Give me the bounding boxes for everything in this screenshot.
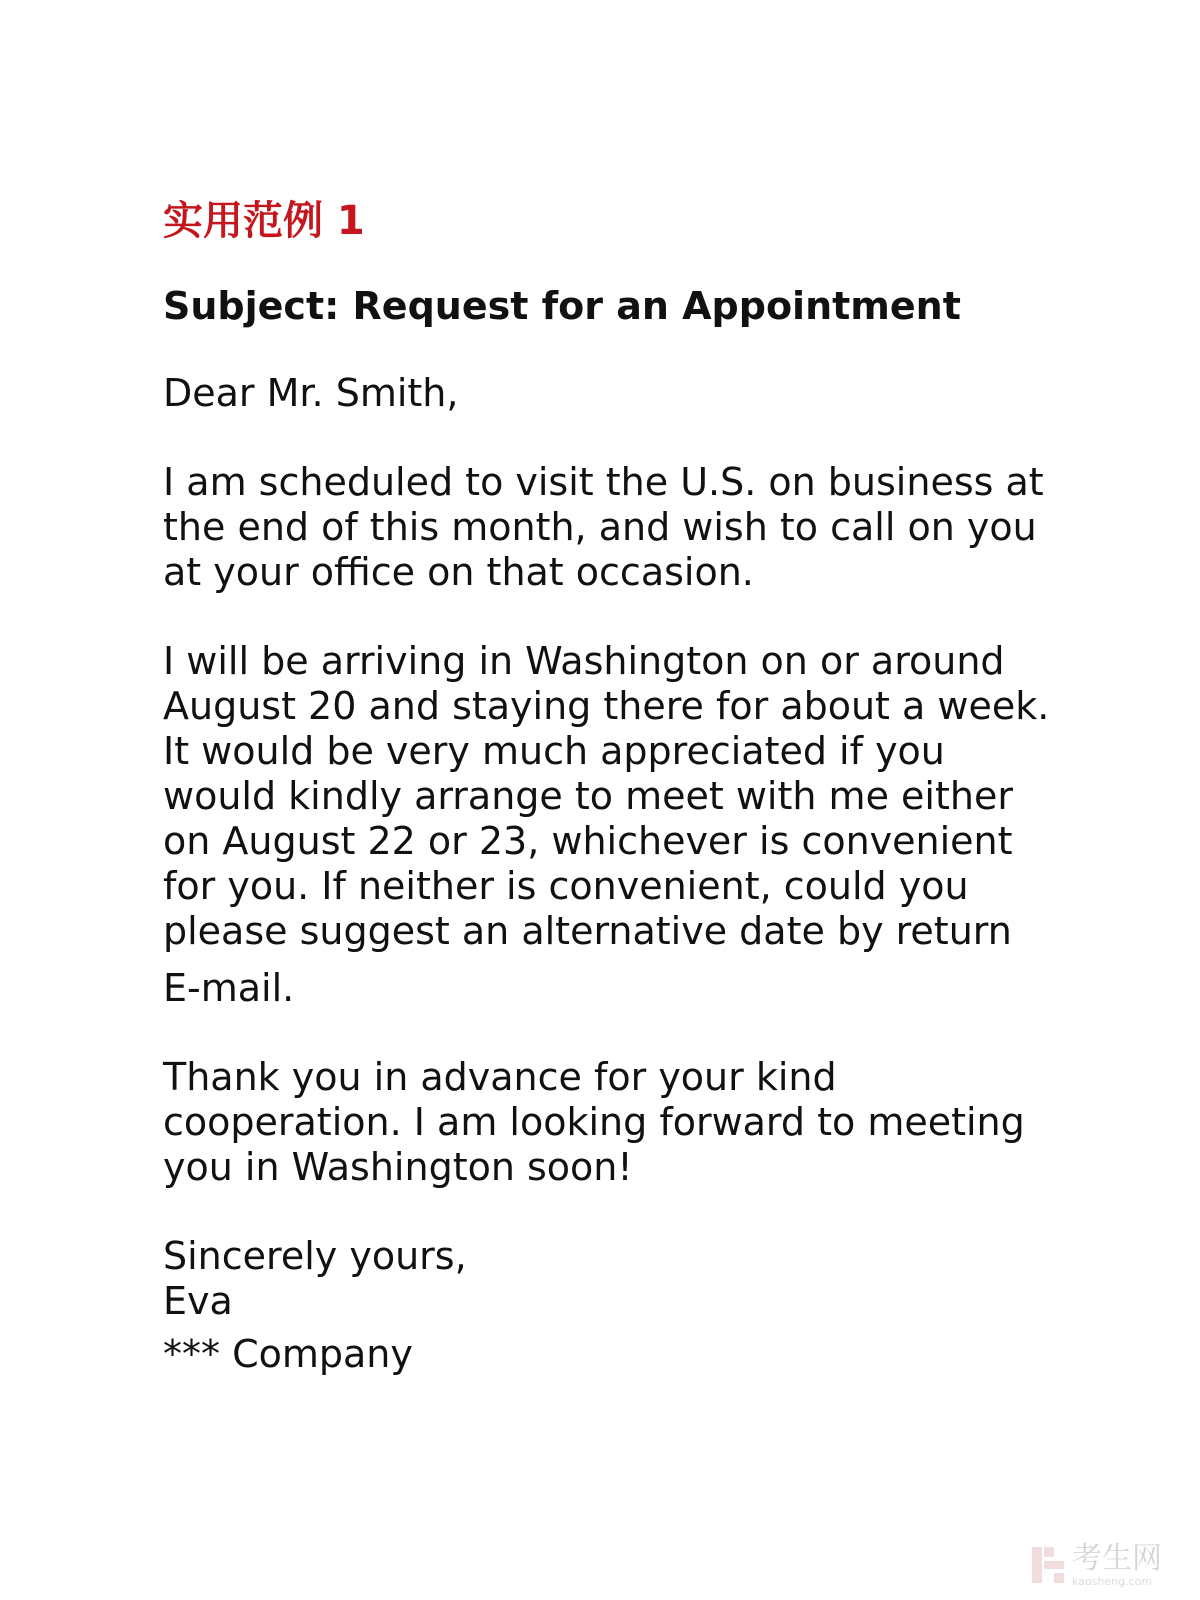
paragraph-line: on August 22 or 23, whichever is convenient	[163, 819, 1013, 863]
watermark-logo-icon	[1030, 1545, 1066, 1585]
paragraph-line: I am scheduled to visit the U.S. on business at	[163, 460, 1044, 504]
valediction: Sincerely yours,	[163, 1234, 467, 1278]
site-watermark	[1030, 1540, 1190, 1590]
company-name: *** Company	[163, 1332, 413, 1376]
paragraph-line: you in Washington soon!	[163, 1145, 633, 1189]
watermark-url: kaosheng.com	[1072, 1574, 1153, 1588]
paragraph-line: would kindly arrange to meet with me either	[163, 774, 1013, 818]
paragraph-line: It would be very much appreciated if you	[163, 729, 945, 773]
paragraph-line: the end of this month, and wish to call on you	[163, 505, 1037, 549]
watermark-text: 考生网	[1072, 1540, 1162, 1576]
letter-closing	[163, 1234, 1063, 1377]
paragraph-line: please suggest an alternative date by return	[163, 909, 1012, 953]
paragraph-line: at your office on that occasion.	[163, 550, 754, 594]
letter-document	[163, 196, 1063, 1377]
paragraph-line: E-mail.	[163, 966, 295, 1010]
body-paragraph-3	[163, 1055, 1063, 1190]
paragraph-line: August 20 and staying there for about a week.	[163, 684, 1050, 728]
body-paragraph-1	[163, 460, 1063, 595]
signature-name: Eva	[163, 1279, 233, 1323]
paragraph-line: Thank you in advance for your kind	[163, 1055, 837, 1099]
paragraph-line: for you. If neither is convenient, could you	[163, 864, 969, 908]
paragraph-line: I will be arriving in Washington on or around	[163, 639, 1005, 683]
body-paragraph-2	[163, 639, 1063, 1011]
letter-subject: Subject: Request for an Appointment	[163, 284, 961, 328]
letter-greeting: Dear Mr. Smith,	[163, 371, 459, 415]
example-heading: 实用范例 1	[163, 198, 365, 244]
paragraph-line: cooperation. I am looking forward to meeting	[163, 1100, 1025, 1144]
